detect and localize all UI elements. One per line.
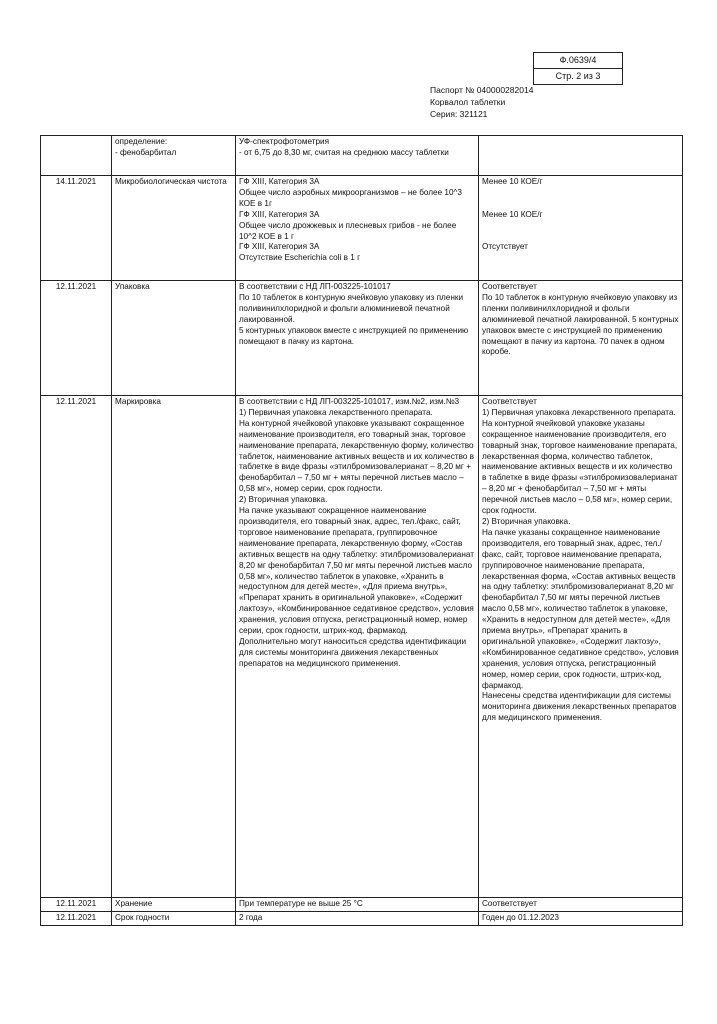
requirement-cell: При температуре не выше 25 °С (236, 898, 479, 912)
result-cell (479, 136, 683, 176)
test-results-table (40, 135, 683, 926)
date-cell: 12.11.2021 (41, 396, 112, 898)
form-number: Ф.0639/4 (533, 52, 623, 69)
date-cell (41, 136, 112, 176)
test-name-cell: определение: - фенобарбитал (112, 136, 236, 176)
test-name-cell: Срок годности (112, 912, 236, 926)
date-cell: 12.11.2021 (41, 898, 112, 912)
passport-number: Паспорт № 040000282014 (430, 85, 534, 95)
test-name-cell: Хранение (112, 898, 236, 912)
table-row (41, 176, 683, 281)
product-name: Корвалол таблетки (430, 97, 506, 107)
requirement-cell: УФ-спектрофотометрия - от 6,75 до 8,30 мг, считая на среднюю массу таблетки (236, 136, 479, 176)
result-cell: Соответствует По 10 таблеток в контурную ячейковую упаковку из пленки поливинилхлоридной и фольги алюминиевой печатной лакированной. 5 контурных упаковок вместе с инструкцией по применению помещают в пачку из картона. 70 пачек в одном коробе. (479, 281, 683, 396)
result-cell: Соответствует (479, 898, 683, 912)
table-row (41, 396, 683, 898)
table-row (41, 912, 683, 926)
requirement-cell: В соответствии с НД ЛП-003225-101017, изм.№2, изм.№3 1) Первичная упаковка лекарственного препарата. На контурной ячейковой упаковке указывают сокращенное наименование производителя, его товарный знак, торговое наименование препарата, лекарственную форму, количество таблеток, наименование активных веществ и их количество в таблетке в виде фразы «этилбромизовалерианат – 8,20 мг + фенобарбитал – 7,50 мг + мяты перечной листьев масло – 0,58 мг», номер серии, срок годности. 2) Вторичная упаковка. На пачке указывают сокращенное наименование производителя, его товарный знак, адрес, тел./факс, сайт, торговое наименование препарата, группировочное наименование препарата, лекарственную форму, «Состав активных веществ на одну таблетку: этилбромизовалерианат 8,20 мг фенобарбитал 7,50 мг мяты перечной листьев масло 0,58 мг», количество таблеток в упаковке, «Хранить в недоступном для детей месте», «Для приема внутрь», «Препарат хранить в оригинальной упаковке», «Содержит лактозу», «Комбинированное седативное средство», условия хранения, условия отпуска, регистрационный номер, номер серии, срок годности, штрих-код, фармакод. Дополнительно могут наноситься средства идентификации для системы мониторинга движения лекарственных препаратов на медицинского применения. (236, 396, 479, 898)
result-cell: Годен до 01.12.2023 (479, 912, 683, 926)
result-cell: Менее 10 КОЕ/г Менее 10 КОЕ/г Отсутствует (479, 176, 683, 281)
test-name-cell: Маркировка (112, 396, 236, 898)
date-cell: 12.11.2021 (41, 912, 112, 926)
result-cell: Соответствует 1) Первичная упаковка лекарственного препарата. На контурной ячейковой упаковке указаны сокращенное наименование производителя, его товарный знак, торговое наименование препарата, лекарственная форма, количество таблеток, наименование активных веществ и их количество в таблетке в виде фразы «этилбромизовалерианат – 8,20 мг + фенобарбитал – 7,50 мг + мяты перечной листьев масло – 0,58 мг», номер серии, срок годности. 2) Вторичная упаковка. На пачке указаны сокращенное наименование производителя, его товарный знак, адрес, тел./факс, сайт, торговое наименование препарата, группировочное наименование препарата, лекарственная форма, «Состав активных веществ на одну таблетку: этилбромизовалерианат 8,20 мг фенобарбитал 7,50 мг мяты перечной листьев масло 0,58 мг», количество таблеток в упаковке, «Хранить в недоступном для детей месте», «Для приема внутрь», «Препарат хранить в оригинальной упаковке», «Содержит лактозу», «Комбинированное седативное средство», условия хранения, условия отпуска, регистрационный номер, номер серии, срок годности, штрих-код, фармакод. Нанесены средства идентификации для системы мониторинга движения лекарственных препаратов для медицинского применения. (479, 396, 683, 898)
requirement-cell: ГФ XIII, Категория 3А Общее число аэробных микроорганизмов – не более 10^3 КОЕ в 1г ГФ XIII, Категория 3А Общее число дрожжевых и плесневых грибов - не более 10^2 КОЕ в 1 г ГФ XIII, Категория 3А Отсутствие Escherichia coli в 1 г (236, 176, 479, 281)
series-number: Серия: 321121 (430, 109, 488, 119)
date-cell: 12.11.2021 (41, 281, 112, 396)
test-name-cell: Микробиологическая чистота (112, 176, 236, 281)
page-number: Стр. 2 из 3 (533, 68, 623, 85)
test-name-cell: Упаковка (112, 281, 236, 396)
requirement-cell: В соответствии с НД ЛП-003225-101017 По 10 таблеток в контурную ячейковую упаковку из пленки поливинилхлоридной и фольги алюминиевой печатной лакированной. 5 контурных упаковок вместе с инструкцией по применению помещают в пачку из картона. (236, 281, 479, 396)
table-row (41, 136, 683, 176)
table-row (41, 281, 683, 396)
table-row (41, 898, 683, 912)
date-cell: 14.11.2021 (41, 176, 112, 281)
requirement-cell: 2 года (236, 912, 479, 926)
